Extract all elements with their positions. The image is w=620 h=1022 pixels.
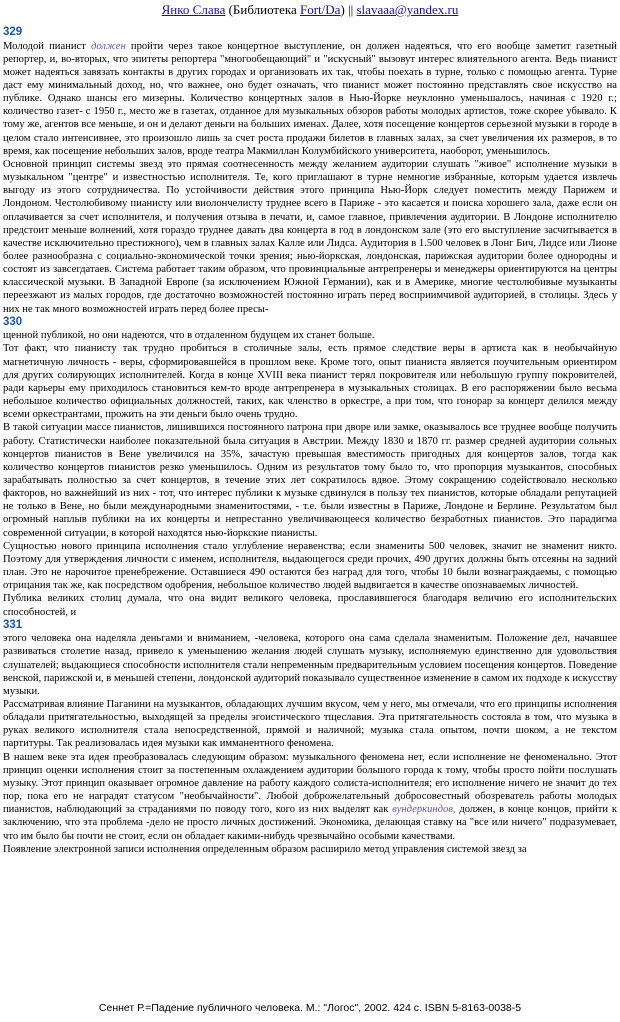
paragraph: [3, 40, 617, 158]
page-number-329: 329: [3, 26, 23, 38]
page-number-330: 330: [3, 315, 23, 328]
header-separator: ) ||: [340, 2, 357, 17]
page-header: [0, 2, 620, 18]
paragraph: Публика великих столиц думала, что она видит великого человека, прославившегося благодаря величию его исполнительских способностей, и: [3, 593, 617, 618]
library-label: (Библиотека: [225, 2, 300, 17]
text-run: Молодой пианист: [3, 40, 92, 52]
emphasis-text: вундеркиндов,: [392, 804, 456, 816]
paragraph: В такой ситуации массе пианистов, лишившихся постоянного патрона при дворе или замке, оказывалось все труднее вообще получить работу. Статистически наиболее показательной была ситуация в Австрии. Между 1830 и 1870 гг. размер средней аудитории сольных концертов пианистов в Вене увеличился на 35%, зачастую превышая вместимость пригодных для концертов залов, тогда как количество концертов пианистов резко уменьшилось. Одним из результатов тому было то, что пропорция музыкантов, способных зарабатывать полностью за счет концертов, в течение этих лет сократилось вдвое. Этому сокращению содействовало несколько факторов, но важнейший из них - тот, что интерес публики к музыке сдвинулся в пользу тех пианистов, которые обладали репутацией не только в Вене, но были международными знаменитостями, - т.е. были известны в Париже, Лондоне и Берлине. Результатом был огромный наплыв публики на их концерты и непрестанно увеличивающееся количество безработных пианистов. Это парадигма современной ситуации, в которой находятся нью-йоркские пианисты.: [3, 422, 617, 539]
author-link[interactable]: Янко Слава: [161, 2, 226, 17]
page-number-331: 331: [3, 618, 23, 631]
fortda-link[interactable]: Fort/Da: [300, 2, 341, 17]
paragraph: Основной принцип системы звезд это прямая соотнесенность между желанием аудитории слушать "живое" исполнение музыки в музыкальном "центре" и известностью исполнителя. Те, кого приглашают в турне немногие избранные, которым удается извлечь выгоду из этого сотрудничества. По устойчивости действия этого принципа Нью-Йорк следует поместить между Парижем и Лондоном. Честолюбивому пианисту или виолончелисту труднее всего в Париже - это касается и поиска хорошего зала, даже если он оплачивается за счет исполнителя, и получения отзыва в печати, и, самое главное, привлечения аудитории. В Лондоне исполнителю предстоит меньше волнений, хотя гораздо труднее давать два концерта в год в лондонском зале (это его выступление засчитывается в качестве исключительно престижного), чем в главных залах Калле или Лидса. Аудитория в 1.500 человек в Лонг Бич, Лидсе или Лионе более разнообразна с социально-экономической точки зрения; нью-йоркская, лондонская, парижская аудитории более однородны и состоят из завсегдатаев. Система работает таким образом, что провинциальные антрепренеры и менеджеры ориентируются на центры классической музыки. В Западной Европе (за исключением Южной Германии), как и в Америке, многие честолюбивые музыканты переезжают из малых городов, где достаточно возможностей постоянно играть перед восприимчивой аудиторией, в столицы. Здесь у них не так много возможностей играть перед более пресы-: [3, 158, 617, 315]
paragraph: Рассматривая влияние Паганини на музыкантов, обладающих лучшим вкусом, чем у него, мы отмечали, что его принципы исполнения обладали притягательностью, выходящей за пределы эгоистического тщеславия. Эта притягательность состояла в том, что музыка в руках великого исполнителя стала непосредственной, прямой и наличной; музыка стала опытом, почти шоком, а не текстом партитуры. Так реализовалась идея музыки как имманентного феномена.: [3, 699, 617, 750]
paragraph: Сущностью нового принципа исполнения стало углубление неравенства; если знамениты 500 человек, значит не знаменит никто. Поэтому для утверждения личности с именем, исполнителя, выдающегося среди прочих, 490 других должны быть отсеяны на задний план. Это не нарочитое пренебрежение. Оставшиеся 490 остаются без наград для того, чтобы 10 были вознаграждаемы, с помощью отрицания так же, как посредством одобрения, небольшое количество людей выдвигается в качестве опознаваемых личностей.: [3, 540, 617, 592]
paragraph: Появление электронной записи исполнения определенным образом расширило метод управления системой звезд за: [3, 843, 527, 855]
citation-footer: Сеннет Р.=Падение публичного человека. М.: "Логос", 2002. 424 с. ISBN 5-8163-0038-5: [98, 1002, 522, 1014]
paragraph: щенной публикой, но они надеются, что в отдаленном будущем их станет больше.: [3, 330, 375, 342]
text-run: пройти через такое концертное выступление, он должен надеяться, что его вообще заметит газетный репортер, и, во-вторых, что эпитеты репортера "многообещающий" и "искусный" вызовут интерес влиятельного агента. Ведь пианист может надеяться завязать контакты в других городах и организовать их так, чтобы поехать в турне, только с помощью агента. Турне даст ему минимальный доход, но, что важнее, оно будет означать, что пианист может постоянно представлять свое искусство на публике. Однако шансы его мизерны. Количество концертных залов в Нью-Йорке неуклонно уменьшалось, начиная с 1920 г.; количество газет- с 1950 г., место же в газетах, отданное для музыкальных обзоров работы молодых артистов, тоже скорее убывало. К тому же, агентов все меньше, и он и делают деньги на больших именах. Далее, хотя посещение концертов серьезной музыки в городе в целом стало интенсивнее, это произошло лишь за счет роста продажи билетов в главных залах, за счет увеличения их размеров, в то время, как посещение небольших залов, вроде театра Макмиллан Колумбийского университета, наоборот, уменьшилось.: [3, 40, 617, 157]
email-link[interactable]: slavaaa@yandex.ru: [356, 2, 459, 17]
paragraph: [3, 751, 617, 843]
book-text: [3, 26, 617, 856]
paragraph: Тот факт, что пианисту так трудно пробиться в столичные залы, есть прямое следствие веры в артиста как в необычайную магнетичную личность - веры, сформировавшейся в прошлом веке. Кроме того, опыт пианиста является поучительным ориентиром для других солирующих исполнителей. Когда в конце XVIII века пианист терял покровителя или небольшую группу покровителей, ради карьеры ему приходилось становиться кем-то вроде антрепренера в музыкальных столицах. В его распоряжении было весьма небольшое количество официальных должностей, таких, как членство в оркестре, а при том, что гонорар за концерт делился между всеми оркестрантами, прожить на эти деньги было очень трудно.: [3, 343, 617, 421]
paragraph: этого человека она наделяла деньгами и вниманием, -человека, которого она сама сделала знаменитым. Положение дел, начавшее развиваться столетие назад, привело к уменьшению желания людей слушать музыку, исполняемую единственно для удовольствия слушателей; выдающиеся способности исполнителя стали непременным предварительным условием посещения концертов. Поведение венской, парижской и, в меньшей степени, лондонской аудиторий показывало существенное изменение в самом их подходе к искусству музыки.: [3, 633, 617, 697]
text-run: должен, в конце концов, прийти к заключению, что эта проблема -дело не просто личных достижений. Экономика, делающая ставку на "все или ничего" подразумевает, что им было бы почти не стоит, если он обладает какими-нибудь чрезвычайно особыми качествами.: [3, 804, 617, 842]
text-run: В нашем веке эта идея преобразовалась следующим образом: музыкального феномена нет, если исполнение не феноменально. Этот принцип оценки исполнения стоит за постепенным охлаждением аудитории большого города к тому, чтобы просто пойти послушать музыку. Этот принцип оказывает огромное давление на работу каждого солиста-исполнителя; его исполнение ничего не значит до тех пор, пока его не наградят статусом "необычайности". Любой доброжелательный добросовестный обозреватель работы молодых пианистов, наблюдающий за страданиями по поводу того, кого из них выделят как: [3, 751, 617, 816]
emphasis-text: должен: [91, 40, 126, 52]
